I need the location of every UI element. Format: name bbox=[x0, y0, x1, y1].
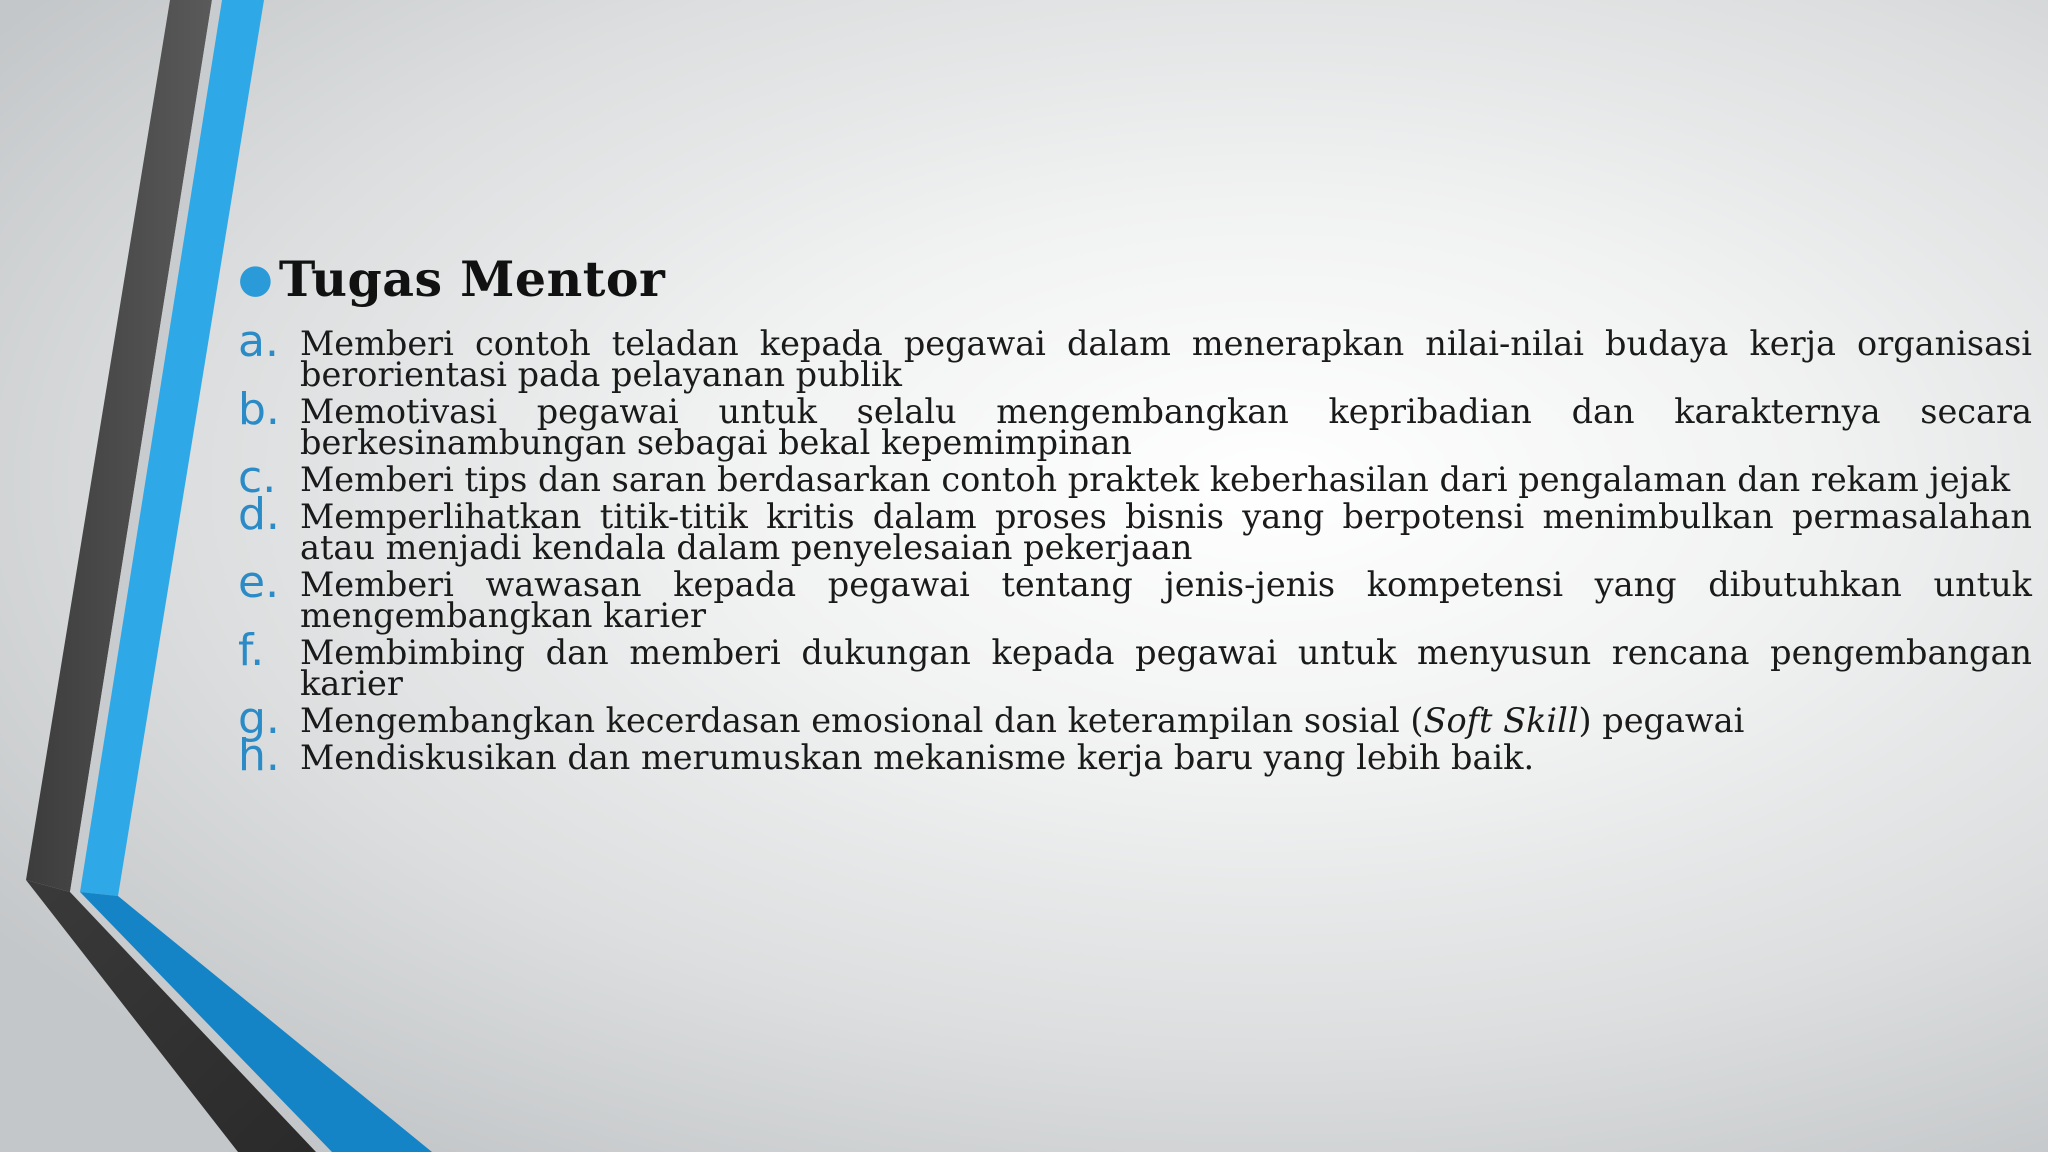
slide-heading bbox=[238, 244, 2032, 314]
dark-stripe-diagonal bbox=[26, 880, 316, 1152]
light-gap-stripe bbox=[70, 0, 222, 892]
bullet-dot-icon: ● bbox=[238, 256, 273, 302]
list-item bbox=[238, 452, 2032, 503]
list-item bbox=[238, 730, 2032, 781]
list-marker: g. bbox=[238, 693, 280, 744]
task-list bbox=[238, 316, 2032, 781]
list-marker: d. bbox=[238, 489, 280, 540]
list-item-text: Memperlihatkan titik-titik kritis dalam proses bisnis yang berpotensi menimbulkan permasalahan atau menjadi kendala dalam penyelesaian pekerjaan bbox=[300, 497, 2032, 567]
list-item bbox=[238, 625, 2032, 703]
list-item-text: Mendiskusikan dan merumuskan mekanisme kerja baru yang lebih baik. bbox=[300, 738, 1535, 777]
list-marker: c. bbox=[238, 452, 277, 503]
list-item bbox=[238, 384, 2032, 462]
list-item-text: Memberi contoh teladan kepada pegawai dalam menerapkan nilai-nilai budaya kerja organisasi berorientasi pada pelayanan publik bbox=[300, 324, 2032, 394]
list-item bbox=[238, 489, 2032, 567]
slide-content bbox=[238, 244, 2032, 779]
text-after: ) pegawai bbox=[1578, 701, 1745, 740]
list-item bbox=[238, 557, 2032, 635]
soft-skill-italic: Soft Skill bbox=[1423, 701, 1579, 740]
list-item bbox=[238, 316, 2032, 394]
list-item bbox=[238, 693, 2032, 744]
list-marker: b. bbox=[238, 384, 280, 435]
list-item-text: Memotivasi pegawai untuk selalu mengembangkan kepribadian dan karakternya secara berkesinambungan sebagai bekal kepemimpinan bbox=[300, 392, 2032, 462]
list-item-text: Memberi tips dan saran berdasarkan contoh praktek keberhasilan dari pengalaman dan rekam jejak bbox=[300, 460, 2011, 499]
heading-title: Tugas Mentor bbox=[278, 250, 666, 308]
list-marker: h. bbox=[238, 730, 280, 781]
list-item-text: Memberi wawasan kepada pegawai tentang jenis-jenis kompetensi yang dibutuhkan untuk mengembangkan karier bbox=[300, 565, 2032, 635]
list-item-text bbox=[300, 701, 2032, 740]
text-before: Mengembangkan kecerdasan emosional dan keterampilan sosial ( bbox=[300, 701, 1424, 740]
list-marker: e. bbox=[238, 557, 280, 608]
list-marker: a. bbox=[238, 316, 279, 367]
list-item-text: Membimbing dan memberi dukungan kepada pegawai untuk menyusun rencana pengembangan karier bbox=[300, 633, 2032, 703]
list-marker: f. bbox=[238, 625, 265, 676]
